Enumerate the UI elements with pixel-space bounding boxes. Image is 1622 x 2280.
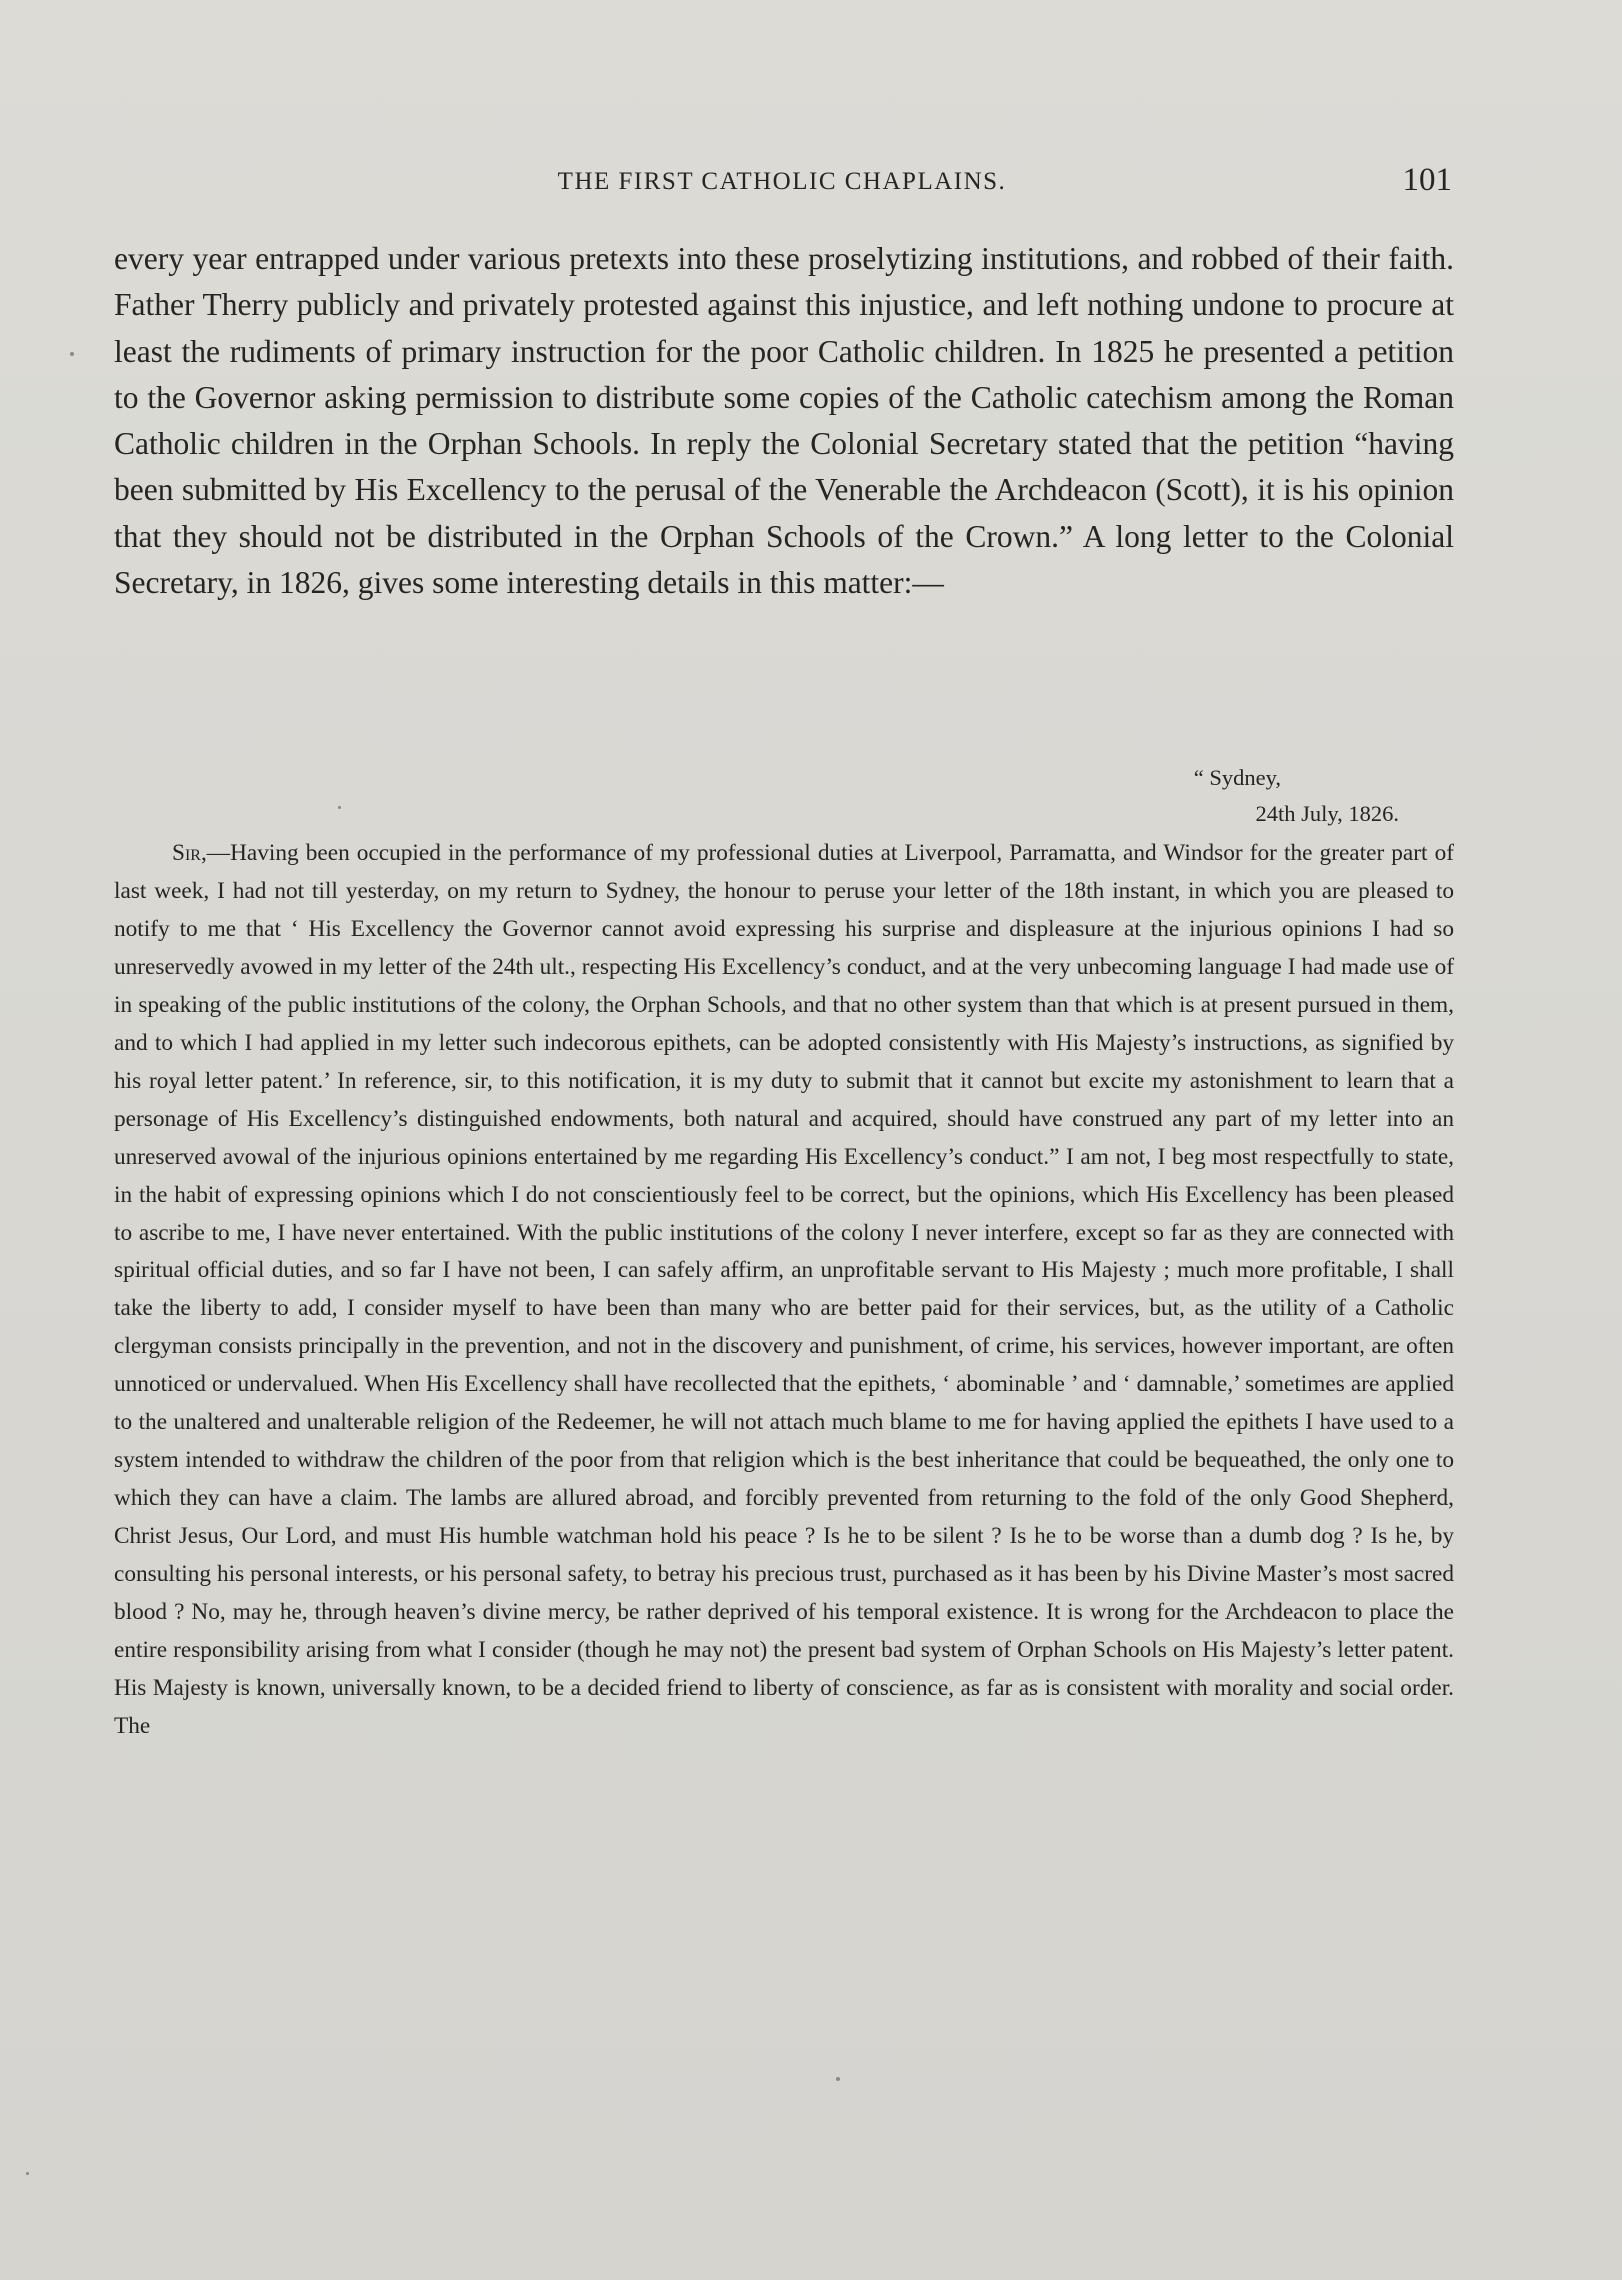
letter-dateline	[114, 760, 1399, 832]
paper-speck	[836, 2077, 840, 2081]
letter-salutation: Sir,	[172, 840, 207, 866]
running-title: THE FIRST CATHOLIC CHAPLAINS.	[557, 168, 1007, 195]
paper-speck	[338, 806, 341, 809]
running-head	[114, 162, 1454, 202]
letter-date: 24th July, 1826.	[1255, 801, 1399, 826]
letter-body	[114, 835, 1454, 1746]
page-number: 101	[1402, 162, 1452, 198]
body-paragraph: every year entrapped under various pretexts into these proselytizing institutions, and robbed of their faith. Father Therry publicly and privately protested against this injustice, and left nothing undone to procure at least the rudiments of primary instruction for the poor Catholic children. In 1825 he presented a petition to the Governor asking permission to distribute some copies of the Catholic catechism among the Roman Catholic children in the Orphan Schools. In reply the Colonial Secretary stated that the petition “having been submitted by His Excellency to the perusal of the Venerable the Archdeacon (Scott), it is his opinion that they should not be distributed in the Orphan Schools of the Crown.” A long letter to the Colonial Secretary, in 1826, gives some interesting details in this matter:—	[114, 241, 1454, 601]
paper-speck	[26, 2172, 29, 2175]
letter-place: “ Sydney,	[1193, 765, 1281, 790]
letter-text: —Having been occupied in the performance of my professional duties at Liverpool, Parramatta, and Windsor for the greater part of last week, I had not till yesterday, on my return to Sydney, the honour to peruse your letter of the 18th instant, in which you are pleased to notify to me that ‘ His Excellency the Governor cannot avoid expressing his surprise and displeasure at the injurious opinions I had so unreservedly avowed in my letter of the 24th ult., respecting His Excellency’s conduct, and at the very unbecoming language I had made use of in speaking of the public institutions of the colony, the Orphan Schools, and that no other system than that which is at present pursued in them, and to which I had applied in my letter such indecorous epithets, can be adopted consistently with His Majesty’s instructions, as signified by his royal letter patent.’ In reference, sir, to this notification, it is my duty to submit that it cannot but excite my astonishment to learn that a personage of His Excellency’s distinguished endowments, both natural and acquired, should have construed any part of my letter into an unreserved avowal of the injurious opinions entertained by me regarding His Excellency’s conduct.” I am not, I beg most respectfully to state, in the habit of expressing opinions which I do not conscientiously feel to be correct, but the opinions, which His Excellency has been pleased to ascribe to me, I have never entertained. With the public institutions of the colony I never interfere, except so far as they are connected with spiritual official duties, and so far I have not been, I can safely affirm, an unprofitable servant to His Majesty ; much more profitable, I shall take the liberty to add, I consider myself to have been than many who are better paid for their services, but, as the utility of a Catholic clergyman consists principally in the prevention, and not in the discovery and punishment, of crime, his services, however important, are often unnoticed or undervalued. When His Excellency shall have recollected that the epithets, ‘ abominable ’ and ‘ damnable,’ sometimes are applied to the unaltered and unalterable religion of the Redeemer, he will not attach much blame to me for having applied the epithets I have used to a system intended to withdraw the children of the poor from that religion which is the best inheritance that could be bequeathed, the only one to which they can have a claim. The lambs are allured abroad, and forcibly prevented from returning to the fold of the only Good Shepherd, Christ Jesus, Our Lord, and must His humble watchman hold his peace ? Is he to be silent ? Is he to be worse than a dumb dog ? Is he, by consulting his personal interests, or his personal safety, to betray his precious trust, purchased as it has been by his Divine Master’s most sacred blood ? No, may he, through heaven’s divine mercy, be rather deprived of his temporal existence. It is wrong for the Archdeacon to place the entire responsibility arising from what I consider (though he may not) the present bad system of Orphan Schools on His Majesty’s letter patent. His Majesty is known, universally known, to be a decided friend to liberty of conscience, as far as is consistent with morality and social order. The	[114, 840, 1454, 1739]
paper-speck	[70, 352, 74, 356]
